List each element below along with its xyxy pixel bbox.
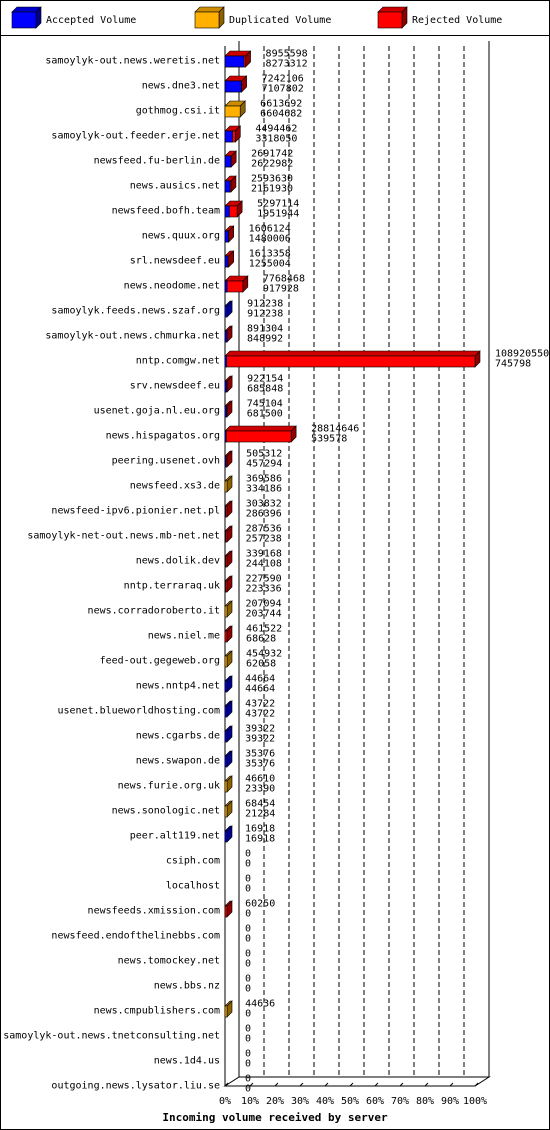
- legend-label-2: Rejected Volume: [412, 15, 503, 26]
- value-total-19: 287536: [245, 523, 282, 535]
- bar-3: [225, 126, 240, 142]
- value-accepted-41: 0: [245, 1083, 252, 1095]
- x-axis-title: Incoming volume received by server: [162, 1111, 388, 1124]
- bar-total-2: [225, 101, 245, 117]
- value-accepted-36: 0: [245, 958, 252, 970]
- category-label-10: samoylyk.feeds.news.szaf.org: [51, 305, 220, 317]
- bar-total-24: [225, 651, 232, 667]
- value-total-22: 207094: [245, 598, 282, 610]
- category-label-35: newsfeed.endofthelinebbs.com: [51, 930, 220, 942]
- value-total-12: 108920550: [495, 348, 550, 360]
- bar-11: [225, 326, 232, 342]
- bar-total-29: [225, 776, 232, 792]
- category-label-14: usenet.goja.nl.eu.org: [93, 405, 220, 417]
- value-accepted-25: 44664: [245, 683, 276, 695]
- bar-22: [225, 601, 232, 617]
- bar-0: [225, 51, 251, 67]
- category-label-38: news.cmpublishers.com: [93, 1005, 220, 1017]
- legend: [12, 7, 502, 28]
- value-accepted-32: 0: [245, 858, 252, 870]
- value-accepted-22: 203744: [245, 608, 282, 620]
- category-label-25: news.nntp4.net: [135, 680, 220, 692]
- value-accepted-11: 848992: [247, 333, 284, 345]
- bar-26: [225, 701, 232, 717]
- value-accepted-16: 457294: [246, 458, 283, 470]
- x-tick-label-9: 90%: [440, 1096, 460, 1107]
- bar-accepted-1: [225, 81, 241, 92]
- category-label-19: samoylyk-net-out.news.mb-net.net: [27, 530, 220, 542]
- value-accepted-20: 244108: [245, 558, 282, 570]
- bar-accepted-21: [225, 581, 226, 592]
- value-accepted-27: 39322: [245, 733, 276, 745]
- value-accepted-7: 1480006: [248, 233, 291, 245]
- bar-total-23: [225, 626, 232, 642]
- category-label-12: nntp.comgw.net: [135, 355, 220, 367]
- value-total-1: 7242106: [261, 73, 304, 85]
- bar-15: [225, 426, 296, 442]
- bar-total-12: [225, 351, 480, 367]
- value-accepted-21: 223336: [245, 583, 282, 595]
- category-label-41: outgoing.news.lysator.liu.se: [51, 1080, 220, 1092]
- bar-16: [225, 451, 232, 467]
- category-label-34: newsfeeds.xmission.com: [87, 905, 220, 917]
- bar-accepted-20: [225, 556, 226, 567]
- value-accepted-28: 35376: [245, 758, 276, 770]
- bar-total-10: [225, 301, 232, 317]
- value-accepted-30: 21284: [245, 808, 276, 820]
- value-total-16: 505312: [246, 448, 283, 460]
- value-total-21: 227590: [245, 573, 282, 585]
- bar-14: [225, 401, 232, 417]
- category-label-0: samoylyk-out.news.weretis.net: [45, 55, 220, 67]
- value-total-8: 1613358: [248, 248, 291, 260]
- bar-total-21: [225, 576, 232, 592]
- bar-accepted-16: [225, 456, 226, 467]
- legend-label-1: Duplicated Volume: [229, 15, 332, 26]
- bar-total-9: [225, 276, 248, 292]
- bar-30: [225, 801, 232, 817]
- category-label-18: newsfeed-ipv6.pionier.net.pl: [51, 505, 220, 517]
- category-label-27: news.cgarbs.de: [135, 730, 220, 742]
- bar-accepted-8: [225, 256, 228, 267]
- bar-accepted-14: [225, 406, 227, 417]
- value-total-27: 39322: [245, 723, 276, 735]
- bar-24: [225, 651, 232, 667]
- bar-total-20: [225, 551, 232, 567]
- value-total-0: 8955598: [265, 48, 308, 60]
- value-total-36: 0: [245, 948, 252, 960]
- category-label-23: news.niel.me: [147, 630, 220, 642]
- value-total-34: 60250: [245, 898, 276, 910]
- bar-total-19: [225, 526, 232, 542]
- bar-accepted-12: [225, 356, 227, 367]
- value-total-11: 891304: [247, 323, 284, 335]
- value-total-38: 44636: [245, 998, 276, 1010]
- category-label-29: news.furie.org.uk: [117, 780, 220, 792]
- bar-total-22: [225, 601, 232, 617]
- bar-accepted-3: [225, 131, 233, 142]
- bar-21: [225, 576, 232, 592]
- bar-accepted-19: [225, 531, 226, 542]
- bar-10: [225, 301, 232, 317]
- value-total-3: 4494462: [255, 123, 298, 135]
- bar-total-17: [225, 476, 232, 492]
- value-accepted-9: 917928: [262, 283, 299, 295]
- value-accepted-31: 16918: [245, 833, 276, 845]
- x-tick-label-0: 0%: [218, 1096, 232, 1107]
- bar-7: [225, 226, 234, 242]
- bar-accepted-6: [225, 206, 229, 217]
- bar-total-31: [225, 826, 232, 842]
- value-total-6: 5297114: [257, 198, 300, 210]
- legend-swatch-1: [195, 7, 224, 28]
- value-accepted-35: 0: [245, 933, 252, 945]
- category-label-7: news.quux.org: [141, 230, 220, 242]
- category-label-9: news.neodome.net: [123, 280, 220, 292]
- value-accepted-13: 685848: [247, 383, 284, 395]
- value-total-33: 0: [245, 873, 252, 885]
- value-accepted-5: 2161930: [250, 183, 294, 195]
- bar-accepted-0: [225, 56, 244, 67]
- value-total-31: 16918: [245, 823, 276, 835]
- x-tick-label-2: 20%: [265, 1096, 285, 1107]
- bar-29: [225, 776, 232, 792]
- value-accepted-12: 745798: [495, 358, 532, 370]
- bar-9: [225, 276, 248, 292]
- value-accepted-0: 8273312: [265, 58, 308, 70]
- value-accepted-26: 43722: [245, 708, 276, 720]
- bar-28: [225, 751, 232, 767]
- bar-20: [225, 551, 232, 567]
- legend-label-0: Accepted Volume: [46, 15, 137, 26]
- bar-17: [225, 476, 232, 492]
- category-label-4: newsfeed.fu-berlin.de: [93, 155, 220, 167]
- bar-total-18: [225, 501, 232, 517]
- bar-accepted-18: [225, 506, 226, 517]
- value-accepted-37: 0: [245, 983, 252, 995]
- value-total-37: 0: [245, 973, 252, 985]
- value-accepted-8: 1255004: [248, 258, 291, 270]
- value-accepted-34: 0: [245, 908, 252, 920]
- value-accepted-38: 0: [245, 1008, 252, 1020]
- plot-area: [3, 41, 549, 1107]
- bar-8: [225, 251, 234, 267]
- bar-total-26: [225, 701, 232, 717]
- bar-31: [225, 826, 232, 842]
- bar-total-15: [225, 426, 296, 442]
- value-total-5: 2593630: [250, 173, 294, 185]
- value-total-39: 0: [245, 1023, 252, 1035]
- value-total-10: 912238: [247, 298, 284, 310]
- bar-4: [225, 151, 236, 167]
- bar-total-27: [225, 726, 232, 742]
- bar-accepted-15: [225, 431, 226, 442]
- value-accepted-1: 7107802: [261, 83, 304, 95]
- bar-accepted-11: [225, 331, 227, 342]
- value-accepted-3: 3318050: [255, 133, 298, 145]
- value-total-4: 2691742: [251, 148, 294, 160]
- category-label-30: news.sonologic.net: [111, 805, 220, 817]
- x-axis-baseline: [225, 1077, 489, 1086]
- bar-12: [225, 351, 480, 367]
- value-total-18: 303832: [245, 498, 282, 510]
- category-label-17: newsfeed.xs3.de: [129, 480, 220, 492]
- value-accepted-23: 68628: [246, 633, 277, 645]
- category-label-37: news.bbs.nz: [153, 980, 220, 992]
- value-total-32: 0: [245, 848, 252, 860]
- bar-19: [225, 526, 232, 542]
- x-tick-label-5: 50%: [340, 1096, 360, 1107]
- value-total-20: 339168: [245, 548, 282, 560]
- bar-1: [225, 76, 247, 92]
- legend-swatch-2: [378, 7, 407, 28]
- bar-27: [225, 726, 232, 742]
- category-label-13: srv.newsdeef.eu: [129, 380, 220, 392]
- value-total-13: 922154: [247, 373, 284, 385]
- value-accepted-24: 62058: [246, 658, 277, 670]
- value-accepted-10: 912238: [247, 308, 284, 320]
- x-tick-label-7: 70%: [390, 1096, 410, 1107]
- value-total-35: 0: [245, 923, 252, 935]
- value-accepted-18: 286396: [245, 508, 282, 520]
- value-total-26: 43722: [245, 698, 276, 710]
- value-total-2: 6613692: [260, 98, 303, 110]
- x-tick-label-4: 40%: [315, 1096, 335, 1107]
- category-label-22: news.corradoroberto.it: [87, 605, 220, 617]
- value-total-17: 369586: [245, 473, 282, 485]
- value-total-23: 461522: [246, 623, 283, 635]
- value-accepted-39: 0: [245, 1033, 252, 1045]
- bar-18: [225, 501, 232, 517]
- value-total-28: 35376: [245, 748, 276, 760]
- value-accepted-17: 334186: [245, 483, 282, 495]
- category-label-6: newsfeed.bofh.team: [111, 205, 220, 217]
- category-label-11: samoylyk-out.news.chmurka.net: [45, 330, 220, 342]
- category-label-26: usenet.blueworldhosting.com: [57, 705, 220, 717]
- category-label-5: news.ausics.net: [129, 180, 220, 192]
- value-accepted-4: 2622982: [251, 158, 294, 170]
- value-total-24: 454932: [246, 648, 283, 660]
- x-tick-label-1: 10%: [240, 1096, 260, 1107]
- bar-38: [225, 1001, 232, 1017]
- x-tick-label-6: 60%: [365, 1096, 385, 1107]
- value-accepted-40: 0: [245, 1058, 252, 1070]
- value-accepted-33: 0: [245, 883, 252, 895]
- bar-23: [225, 626, 232, 642]
- bar-accepted-7: [225, 231, 228, 242]
- value-accepted-2: 6604682: [260, 108, 303, 120]
- x-tick-label-8: 80%: [415, 1096, 435, 1107]
- category-label-36: news.tomockey.net: [117, 955, 220, 967]
- category-label-8: srl.newsdeef.eu: [129, 255, 220, 267]
- value-total-41: 0: [245, 1073, 252, 1085]
- category-label-39: samoylyk-out.news.tnetconsulting.net: [3, 1030, 220, 1042]
- value-total-14: 745104: [246, 398, 283, 410]
- bar-total-34: [225, 901, 232, 917]
- category-label-20: news.dolik.dev: [135, 555, 220, 567]
- bar-6: [225, 201, 242, 217]
- value-total-40: 0: [245, 1048, 252, 1060]
- bar-13: [225, 376, 232, 392]
- bar-25: [225, 676, 232, 692]
- x-tick-label-3: 30%: [290, 1096, 310, 1107]
- value-accepted-6: 1951944: [257, 208, 300, 220]
- category-label-31: peer.alt119.net: [129, 830, 220, 842]
- category-label-15: news.hispagatos.org: [105, 430, 220, 442]
- value-accepted-14: 681500: [246, 408, 283, 420]
- category-label-21: nntp.terraraq.uk: [123, 580, 220, 592]
- category-label-3: samoylyk-out.feeder.erje.net: [51, 130, 220, 142]
- bar-2: [225, 101, 245, 117]
- value-total-25: 44664: [245, 673, 276, 685]
- bar-total-38: [225, 1001, 232, 1017]
- category-label-1: news.dne3.net: [141, 80, 220, 92]
- value-accepted-19: 257238: [245, 533, 282, 545]
- category-label-40: news.1d4.us: [153, 1055, 220, 1067]
- bar-accepted-4: [225, 156, 231, 167]
- category-label-32: csiph.com: [165, 855, 220, 867]
- bar-accepted-9: [225, 281, 227, 292]
- value-total-30: 68454: [245, 798, 276, 810]
- category-label-33: localhost: [165, 880, 220, 892]
- category-label-24: feed-out.gegeweb.org: [99, 655, 220, 667]
- bar-total-28: [225, 751, 232, 767]
- category-label-28: news.swapon.de: [135, 755, 220, 767]
- bar-accepted-5: [225, 181, 230, 192]
- value-total-29: 46610: [245, 773, 276, 785]
- bar-accepted-13: [225, 381, 227, 392]
- value-accepted-29: 23390: [245, 783, 276, 795]
- value-accepted-15: 539578: [311, 433, 348, 445]
- bar-34: [225, 901, 232, 917]
- bar-5: [225, 176, 236, 192]
- bar-total-30: [225, 801, 232, 817]
- legend-swatch-0: [12, 7, 41, 28]
- value-total-7: 1606124: [248, 223, 291, 235]
- bar-total-25: [225, 676, 232, 692]
- category-label-16: peering.usenet.ovh: [111, 455, 220, 467]
- value-total-9: 7768468: [262, 273, 305, 285]
- value-total-15: 28814646: [311, 423, 360, 435]
- category-label-2: gothmog.csi.it: [135, 105, 220, 117]
- x-tick-label-10: 100%: [462, 1096, 488, 1107]
